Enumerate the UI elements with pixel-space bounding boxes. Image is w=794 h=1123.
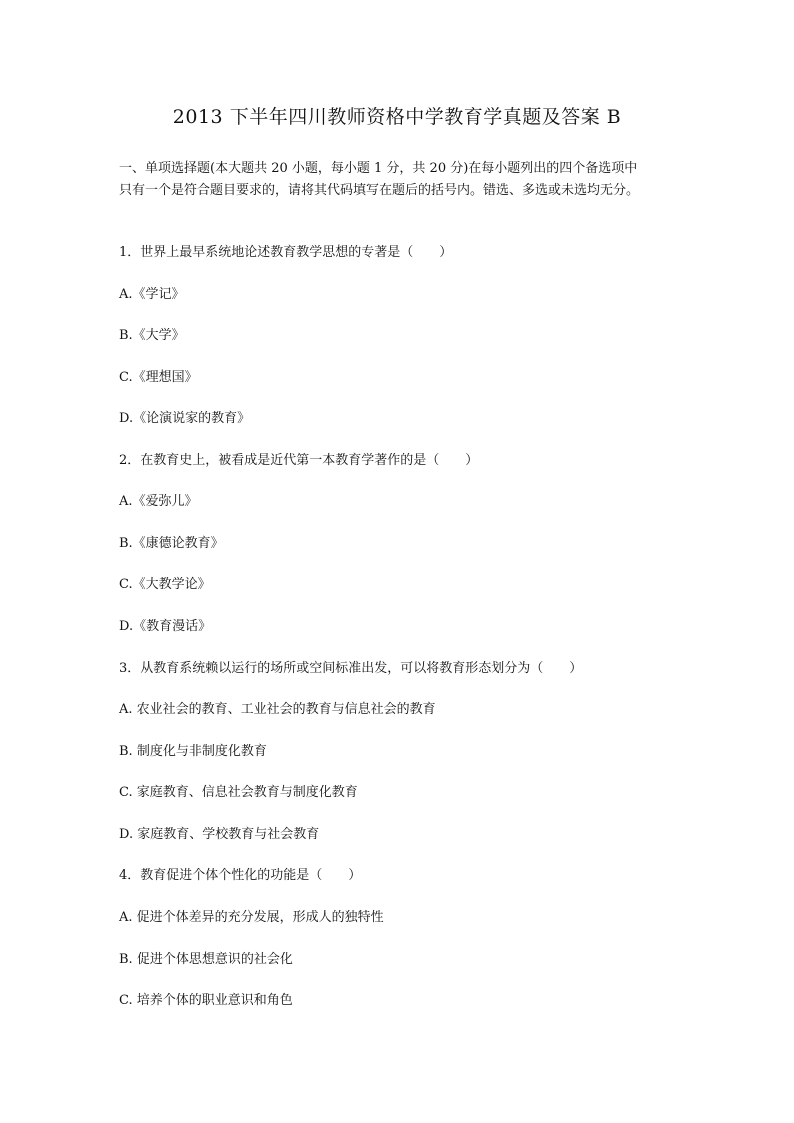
question-option: A. 农业社会的教育、工业社会的教育与信息社会的教育: [119, 702, 436, 717]
question-option: A.《爱弥儿》: [119, 494, 198, 509]
question-option: D.《论演说家的教育》: [119, 411, 251, 426]
question-option: D. 家庭教育、学校教育与社会教育: [119, 827, 320, 842]
question-option: B.《大学》: [119, 328, 185, 343]
question-option: A. 促进个体差异的充分发展，形成人的独特性: [119, 910, 384, 925]
question-option: B. 促进个体思想意识的社会化: [119, 952, 293, 967]
question-option: D.《教育漫话》: [119, 619, 212, 634]
page-title: 2013 下半年四川教师资格中学教育学真题及答案 B: [172, 106, 622, 128]
section-intro-line: 只有一个是符合题目要求的，请将其代码填写在题后的括号内。错选、多选或未选均无分。: [119, 183, 640, 198]
question-stem: 4．教育促进个体个性化的功能是（ ）: [119, 868, 362, 883]
question-option: A.《学记》: [119, 287, 185, 302]
question-stem: 1．世界上最早系统地论述教育教学思想的专著是（ ）: [119, 245, 453, 260]
question-option: B.《康德论教育》: [119, 536, 224, 551]
question-option: C. 培养个体的职业意识和角色: [119, 993, 293, 1008]
question-option: C.《大教学论》: [119, 577, 211, 592]
question-option: C.《理想国》: [119, 370, 198, 385]
question-stem: 2．在教育史上，被看成是近代第一本教育学著作的是（ ）: [119, 453, 479, 468]
section-intro: [119, 158, 699, 202]
question-stem: 3．从教育系统赖以运行的场所或空间标准出发，可以将教育形态划分为（ ）: [119, 661, 583, 676]
question-option: B. 制度化与非制度化教育: [119, 744, 267, 759]
section-intro-line: 一、单项选择题(本大题共 20 小题，每小题 1 分，共 20 分)在每小题列出的四个备选项中: [119, 161, 638, 176]
question-option: C. 家庭教育、信息社会教育与制度化教育: [119, 785, 358, 800]
